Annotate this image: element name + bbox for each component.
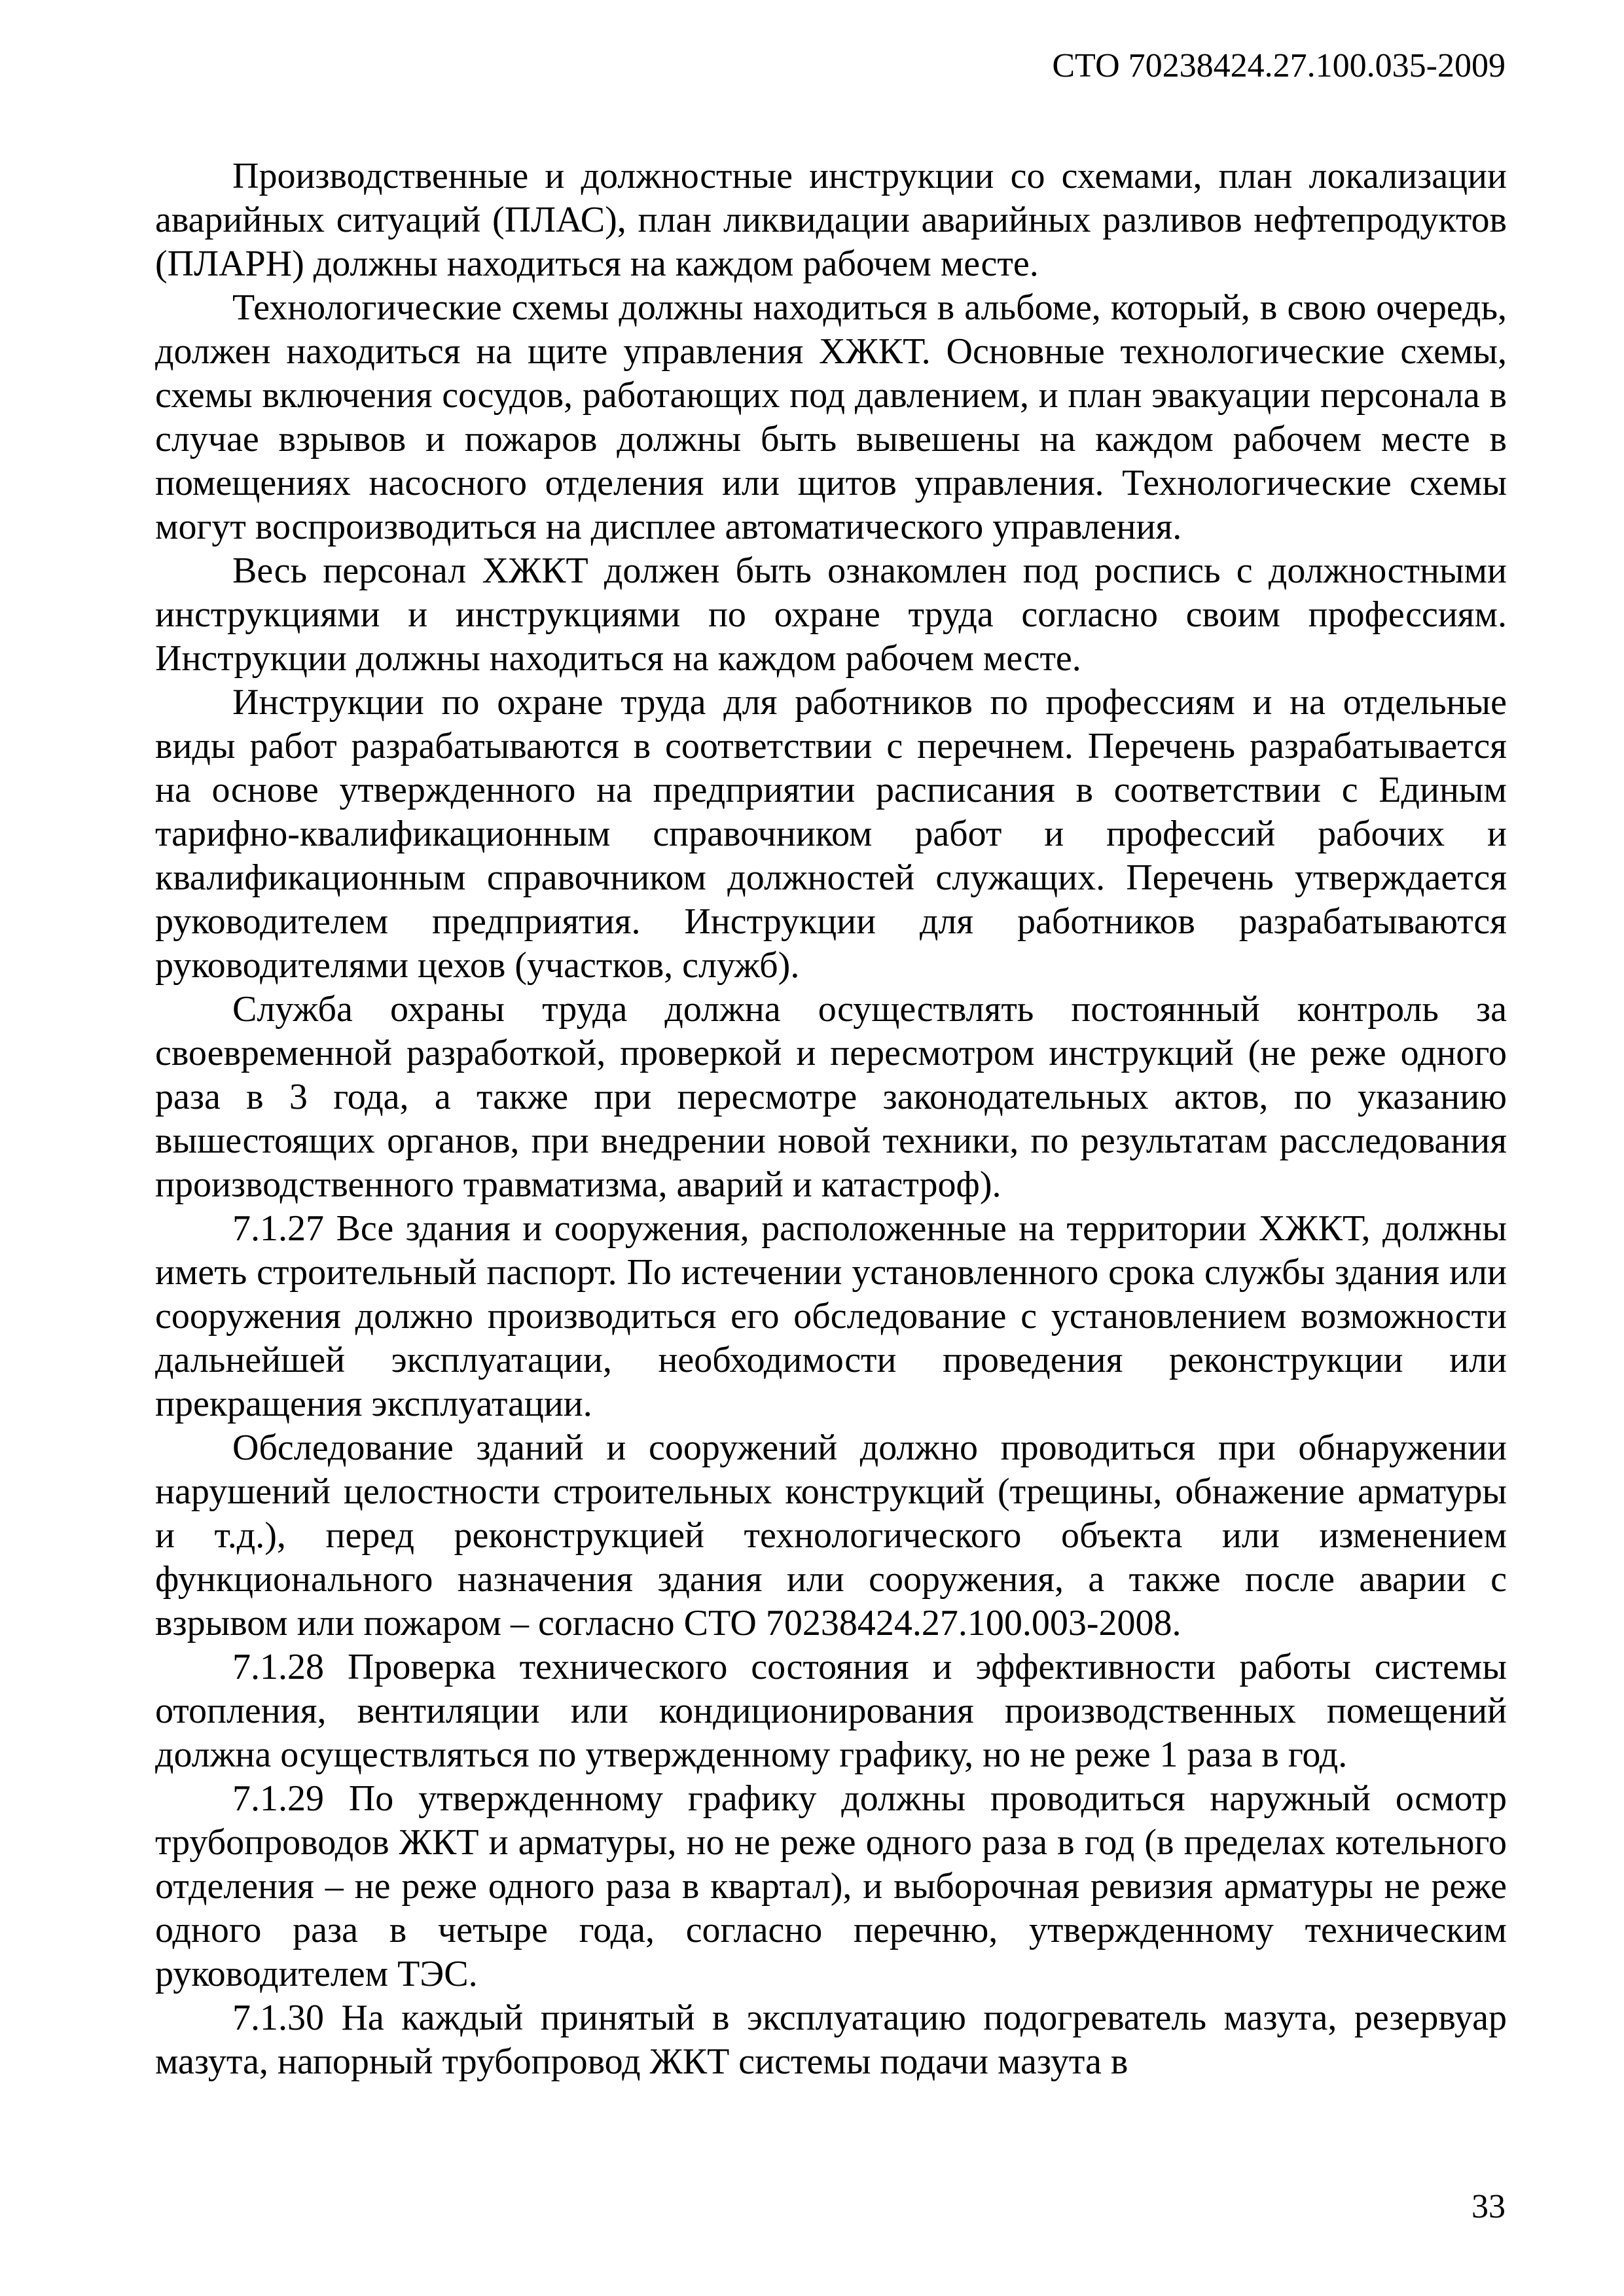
paragraph-technological-schemes: Технологические схемы должны находиться в альбоме, который, в свою очередь, должен находиться на щите управления ХЖКТ. Основные технологические схемы, схемы включения сосудов, работающих под давлением, и план эвакуации персонала в случае взрывов и пожаров должны быть вывешены на каждом рабочем месте в помещениях насосного отделения или щитов управления. Технологические схемы могут воспроизводиться на дисплее автоматического управления.: [155, 287, 1507, 547]
page-number: 33: [1471, 2188, 1506, 2225]
document-code-header: СТО 70238424.27.100.035-2009: [1052, 47, 1506, 84]
paragraph-clause-7-1-29: 7.1.29 По утвержденному графику должны проводиться наружный осмотр трубопроводов ЖКТ и арматуры, но не реже одного раза в год (в пределах котельного отделения – не реже одного раза в квартал), и выборочная ревизия арматуры не реже одного раза в четыре года, согласно перечню, утвержденному техническим руководителем ТЭС.: [155, 1778, 1507, 1994]
paragraph-labor-protection-service: Служба охраны труда должна осуществлять постоянный контроль за своевременной разработкой, проверкой и пересмотром инструкций (не реже одного раза в 3 года, а также при пересмотре законодательных актов, по указанию вышестоящих органов, при внедрении новой техники, по результатам расследования производственного травматизма, аварий и катастроф).: [155, 989, 1507, 1205]
paragraph-building-inspection: Обследование зданий и сооружений должно проводиться при обнаружении нарушений целостности строительных конструкций (трещины, обнажение арматуры и т.д.), перед реконструкцией технологического объекта или изменением функционального назначения здания или сооружения, а также после аварии с взрывом или пожаром – согласно СТО 70238424.27.100.003-2008.: [155, 1427, 1507, 1643]
paragraph-personnel-familiarization: Весь персонал ХЖКТ должен быть ознакомлен под роспись с должностными инструкциями и инструкциями по охране труда согласно своим профессиям. Инструкции должны находиться на каждом рабочем месте.: [155, 550, 1507, 679]
paragraph-clause-7-1-27: 7.1.27 Все здания и сооружения, расположенные на территории ХЖКТ, должны иметь строительный паспорт. По истечении установленного срока службы здания или сооружения должно производиться его обследование с установлением возможности дальнейшей эксплуатации, необходимости проведения реконструкции или прекращения эксплуатации.: [155, 1208, 1507, 1424]
paragraph-labor-protection-instructions: Инструкции по охране труда для работников по профессиям и на отдельные виды работ разрабатываются в соответствии с перечнем. Перечень разрабатывается на основе утвержденного на предприятии расписания в соответствии с Единым тарифно-квалификационным справочником работ и профессий рабочих и квалификационным справочником должностей служащих. Перечень утверждается руководителем предприятия. Инструкции для работников разрабатываются руководителями цехов (участков, служб).: [155, 682, 1507, 986]
paragraph-clause-7-1-30: 7.1.30 На каждый принятый в эксплуатацию подогреватель мазута, резервуар мазута, напорный трубопровод ЖКТ системы подачи мазута в: [155, 1998, 1507, 2082]
paragraph-instructions-plas: Производственные и должностные инструкции со схемами, план локализации аварийных ситуаций (ПЛАС), план ликвидации аварийных разливов нефтепродуктов (ПЛАРН) должны находиться на каждом рабочем месте.: [155, 156, 1507, 284]
document-body: [155, 154, 1507, 2084]
paragraph-clause-7-1-28: 7.1.28 Проверка технического состояния и эффективности работы системы отопления, вентиляции или кондиционирования производственных помещений должна осуществляться по утвержденному графику, но не реже 1 раза в год.: [155, 1647, 1507, 1775]
